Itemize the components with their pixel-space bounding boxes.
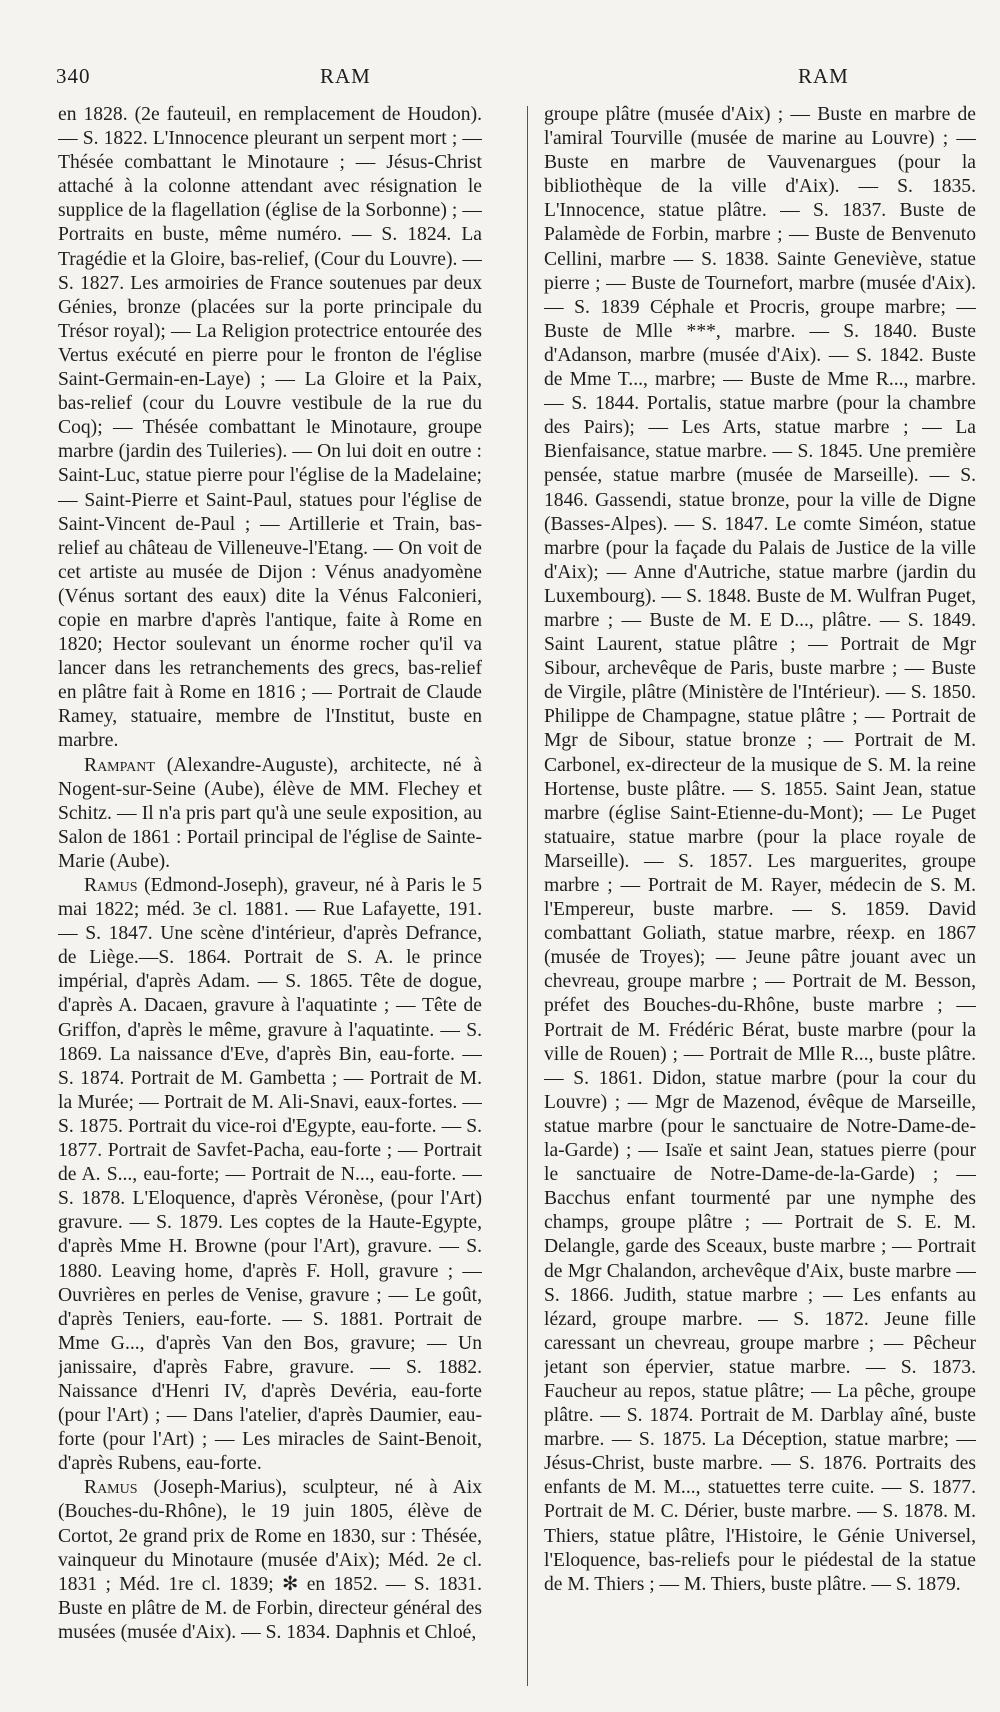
page-header: [56, 64, 952, 94]
entry-name: Ramus: [84, 875, 138, 896]
entry-text: (Edmond-Joseph), graveur, né à Paris le 5 mai 1822; méd. 3e cl. 1881. — Rue Lafayette, 191. — S. 1847. Une scène d'intérieur, d'après Defrance, de Liège.—S. 1864. Portrait de S. A. le prince impérial, d'après Adam. — S. 1865. Tête de dogue, d'après A. Dacaen, gravure à l'aquatinte ; — Tête de Griffon, d'après le même, gravure à l'aquatinte. — S. 1869. La naissance d'Eve, d'après Bin, eau-forte. — S. 1874. Portrait de M. Gambetta ; — Portrait de M. la Murée; — Portrait de M. Ali-Snavi, eaux-fortes. — S. 1875. Portrait du vice-roi d'Egypte, eau-forte. — S. 1877. Portrait de Savfet-Pacha, eau-forte ; — Portrait de A. S..., eau-forte; — Portrait de N..., eau-forte. — S. 1878. L'Eloquence, d'après Véronèse, (pour l'Art) gravure. — S. 1879. Les coptes de la Haute-Egypte, d'après Mme H. Browne (pour l'Art), gravure. — S. 1880. Leaving home, d'après F. Holl, gravure ; — Ouvrières en perles de Venise, gravure ; — Le goût, d'après Teniers, eau-forte. — S. 1881. Portrait de Mme G..., d'après Van den Bos, gravure; — Un janissaire, d'après Fabre, gravure. — S. 1882. Naissance d'Henri IV, d'après Devéria, eau-forte (pour l'Art) ; — Dans l'atelier, d'après Daumier, eau-forte (pour l'Art) ; — Les miracles de Saint-Benoit, d'après Rubens, eau-forte.: [58, 875, 482, 1475]
entry-name: Ramus: [84, 1477, 138, 1499]
column-divider: [527, 106, 528, 1686]
left-column: [58, 103, 482, 1693]
entry-text: (Alexandre-Auguste), architecte, né à Nogent-sur-Seine (Aube), élève de MM. Flechey et Schitz. — Il n'a pris part qu'à une seule exposition, au Salon de 1861 : Portail principal de l'église de Sainte-Marie (Aube).: [58, 754, 482, 872]
entry-text: (Joseph-Marius), sculpteur, né à Aix (Bouches-du-Rhône), le 19 juin 1805, élève de Cortot, 2e grand prix de Rome en 1830, sur : Thésée, vainqueur du Minotaure (musée d'Aix); Méd. 2e cl. 1831 ; Méd. 1re cl. 1839; ✻ en 1852. — S. 1831. Buste en plâtre de M. de Forbin, directeur général des musées (musée d'Aix). — S. 1834. Daphnis et Chloé,: [58, 1477, 482, 1643]
entry-name: Rampant: [84, 754, 155, 776]
left-paragraph-1: [58, 754, 482, 874]
running-head-right: RAM: [798, 64, 849, 88]
right-column: [544, 103, 976, 1693]
running-head-left: RAM: [320, 64, 371, 88]
left-paragraph-3: [58, 1476, 482, 1645]
page-number: 340: [56, 64, 91, 88]
entry-text: groupe plâtre (musée d'Aix) ; — Buste en marbre de l'amiral Tourville (musée de marine au Louvre) ; — Buste en marbre de Vauvenargues (pour la bibliothèque de la ville d'Aix). — S. 1835. L'Innocence, statue plâtre. — S. 1837. Buste de Palamède de Forbin, marbre ; — Buste de Benvenuto Cellini, marbre — S. 1838. Sainte Geneviève, statue pierre ; — Buste de Tournefort, marbre (musée d'Aix). — S. 1839 Céphale et Procris, groupe marbre; — Buste de Mlle ***, marbre. — S. 1840. Buste d'Adanson, marbre (musée d'Aix). — S. 1842. Buste de Mme T..., marbre; — Buste de Mme R..., marbre. — S. 1844. Portalis, statue marbre (pour la chambre des Pairs); — Les Arts, statue marbre ; — La Bienfaisance, statue marbre. — S. 1845. Une première pensée, statue marbre (musée de Marseille). — S. 1846. Gassendi, statue bronze, pour la ville de Digne (Basses-Alpes). — S. 1847. Le comte Siméon, statue marbre (pour la façade du Palais de Justice de la ville d'Aix); — Anne d'Autriche, statue marbre (jardin du Luxembourg). — S. 1848. Buste de M. Wulfran Puget, marbre ; — Buste de M. E D..., plâtre. — S. 1849. Saint Laurent, statue plâtre ; — Portrait de Mgr Sibour, archevêque de Paris, buste marbre ; — Buste de Virgile, plâtre (Ministère de l'Intérieur). — S. 1850. Philippe de Champagne, statue plâtre ; — Portrait de Mgr de Sibour, statue bronze ; — Portrait de M. Carbonel, ex-directeur de la musique de S. M. la reine Hortense, buste plâtre. — S. 1855. Saint Jean, statue marbre (église Saint-Etienne-du-Mont); — Le Puget statuaire, statue marbre (pour la place royale de Marseille). — S. 1857. Les marguerites, groupe marbre ; — Portrait de M. Rayer, médecin de S. M. l'Empereur, buste marbre. — S. 1859. David combattant Goliath, statue marbre, réexp. en 1867 (musée de Troyes); — Jeune pâtre jouant avec un chevreau, groupe marbre ; — Portrait de M. Besson, préfet des Bouches-du-Rhône, buste marbre ; — Portrait de M. Frédéric Bérat, buste marbre (pour la ville de Rouen) ; — Portrait de Mlle R..., buste plâtre. — S. 1861. Didon, statue marbre (pour la cour du Louvre) ; — Mgr de Mazenod, évêque de Marseille, statue marbre (pour le sanctuaire de Notre-Dame-de-la-Garde) ; — Isaïe et saint Jean, statues pierre (pour le sanctuaire de Notre-Dame-de-la-Garde) ; — Bacchus enfant tourmenté par une nymphe des champs, groupe plâtre ; — Portrait de S. E. M. Delangle, garde des Sceaux, buste marbre ; — Portrait de Mgr Chalandon, archevêque d'Aix, buste marbre — S. 1866. Judith, statue marbre ; — Les enfants au lézard, groupe marbre. — S. 1872. Jeune fille caressant un chevreau, groupe marbre ; — Pêcheur jetant son épervier, statue marbre. — S. 1873. Faucheur au repos, statue plâtre; — La pêche, groupe plâtre. — S. 1874. Portrait de M. Darblay aîné, buste marbre. — S. 1875. La Déception, statue marbre; — Jésus-Christ, buste marbre. — S. 1876. Portraits des enfants de M. M..., statuettes terre cuite. — S. 1877. Portrait de M. C. Dérier, buste marbre. — S. 1878. M. Thiers, statue plâtre, l'Histoire, le Génie Universel, l'Eloquence, bas-reliefs pour le piédestal de la statue de M. Thiers ; — M. Thiers, buste plâtre. — S. 1879.: [544, 104, 976, 1595]
right-paragraph-0: [544, 103, 976, 1597]
entry-text: en 1828. (2e fauteuil, en remplacement de Houdon). — S. 1822. L'Innocence pleurant un serpent mort ; — Thésée combattant le Minotaure ; — Jésus-Christ attaché à la colonne attendant avec résignation le supplice de la flagellation (église de la Sorbonne) ; — Portraits en buste, même numéro. — S. 1824. La Tragédie et la Gloire, bas-relief, (Cour du Louvre). — S. 1827. Les armoiries de France soutenues par deux Génies, bronze (placées sur la porte principale du Trésor royal); — La Religion protectrice entourée des Vertus exécuté en pierre pour le fronton de l'église Saint-Germain-en-Laye) ; — La Gloire et la Paix, bas-relief (cour du Louvre vestibule de la rue du Coq); — Thésée combattant le Minotaure, groupe marbre (jardin des Tuileries). — On lui doit en outre : Saint-Luc, statue pierre pour l'église de la Madelaine; — Saint-Pierre et Saint-Paul, statues pour l'église de Saint-Vincent de-Paul ; — Artillerie et Train, bas-relief au château de Villeneuve-l'Etang. — On voit de cet artiste au musée de Dijon : Vénus anadyomène (Vénus sortant des eaux) dite la Vénus Falconieri, copie en marbre d'après l'antique, faite à Rome en 1820; Hector soulevant un énorme rocher qu'il va lancer dans les retranchements des grecs, bas-relief en plâtre fait à Rome en 1816 ; — Portrait de Claude Ramey, statuaire, membre de l'Institut, buste en marbre.: [58, 104, 482, 752]
left-paragraph-2: [58, 874, 482, 1476]
left-paragraph-0: [58, 103, 482, 754]
